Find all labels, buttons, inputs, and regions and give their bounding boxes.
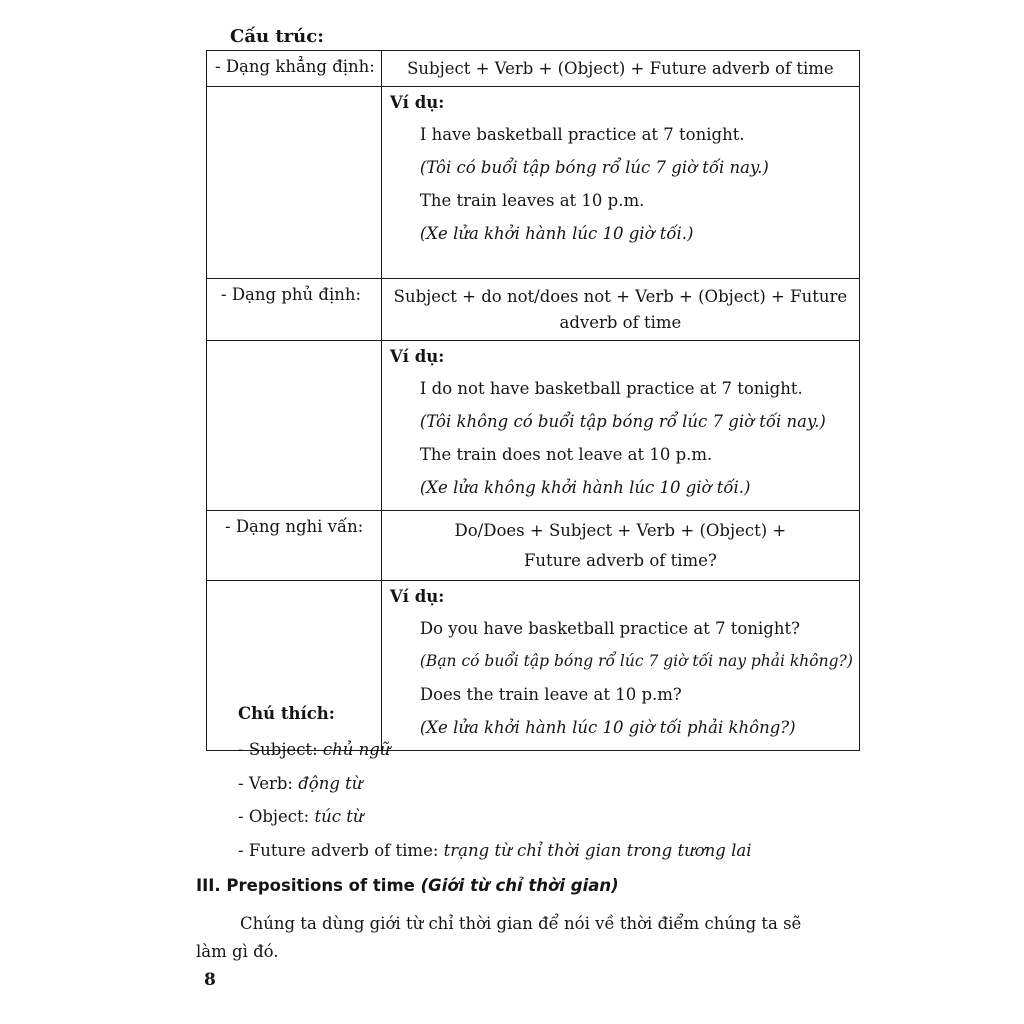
note-item xyxy=(238,800,752,834)
example-translation: (Tôi có buổi tập bóng rổ lúc 7 giờ tối nay.) xyxy=(419,158,769,177)
negative-formula xyxy=(381,279,859,341)
body-paragraph: Chúng ta dùng giới từ chỉ thời gian để nói về thời điểm chúng ta sẽ làm gì đó. xyxy=(196,914,802,961)
example-translation: (Bạn có buổi tập bóng rổ lúc 7 giờ tối nay phải không?) xyxy=(419,652,853,670)
example-sentence: I do not have basketball practice at 7 tonight. xyxy=(419,379,803,398)
interrogative-formula-line2: Future adverb of time? xyxy=(523,551,717,570)
example-translation: (Tôi không có buổi tập bóng rổ lúc 7 giờ tối nay.) xyxy=(419,412,826,431)
interrogative-label: - Dạng nghi vấn: xyxy=(207,511,382,581)
example-translation: (Xe lửa khởi hành lúc 10 giờ tối phải không?) xyxy=(419,718,796,737)
affirmative-empty-cell xyxy=(207,87,382,279)
structure-heading: Cấu trúc: xyxy=(230,26,324,47)
example-sentence: Does the train leave at 10 p.m? xyxy=(419,685,682,704)
example-translation: (Xe lửa khởi hành lúc 10 giờ tối.) xyxy=(419,224,694,243)
note-term: - Verb: xyxy=(238,773,293,793)
section-title: III. Prepositions of time xyxy=(196,876,415,895)
example-sentence: I have basketball practice at 7 tonight. xyxy=(419,125,745,144)
affirmative-formula-row xyxy=(207,51,860,87)
example-sentence: The train does not leave at 10 p.m. xyxy=(419,445,713,464)
interrogative-formula xyxy=(381,511,859,581)
grammar-table xyxy=(206,50,860,751)
affirmative-formula: Subject + Verb + (Object) + Future adverb of time xyxy=(381,51,859,87)
note-term: - Subject: xyxy=(238,740,318,759)
example-title: Ví dụ: xyxy=(389,587,445,606)
negative-examples xyxy=(381,341,859,511)
note-meaning: túc từ xyxy=(314,807,364,826)
affirmative-examples xyxy=(381,87,859,279)
note-meaning: chủ ngữ xyxy=(322,740,391,759)
example-title: Ví dụ: xyxy=(389,347,445,366)
negative-formula-row xyxy=(207,279,860,341)
note-term: - Object: xyxy=(238,807,310,826)
interrogative-formula-row xyxy=(207,511,860,581)
interrogative-formula-line1: Do/Does + Subject + Verb + (Object) + xyxy=(454,521,787,540)
note-item xyxy=(238,834,752,868)
negative-label: - Dạng phủ định: xyxy=(207,279,382,341)
note-meaning: trạng từ chỉ thời gian trong tương lai xyxy=(443,840,752,860)
affirmative-example-row xyxy=(207,87,860,279)
note-item xyxy=(238,767,752,801)
example-sentence: Do you have basketball practice at 7 tonight? xyxy=(419,619,800,638)
negative-example-row xyxy=(207,341,860,511)
affirmative-label: - Dạng khẳng định: xyxy=(207,51,382,87)
section-subtitle: (Giới từ chỉ thời gian) xyxy=(420,876,619,895)
negative-formula-line2: adverb of time xyxy=(559,313,682,332)
page-number: 8 xyxy=(204,970,216,990)
note-term: - Future adverb of time: xyxy=(238,840,439,860)
example-title: Ví dụ: xyxy=(389,93,445,112)
notes-title: Chú thích: xyxy=(238,704,335,723)
notes xyxy=(238,704,752,867)
negative-formula-line1: Subject + do not/does not + Verb + (Object) + Future xyxy=(393,287,848,306)
section-heading xyxy=(196,876,619,895)
note-item xyxy=(238,733,752,767)
negative-empty-cell xyxy=(207,341,382,511)
example-sentence: The train leaves at 10 p.m. xyxy=(419,191,645,210)
example-translation: (Xe lửa không khởi hành lúc 10 giờ tối.) xyxy=(419,478,751,497)
note-meaning: động từ xyxy=(298,773,363,793)
